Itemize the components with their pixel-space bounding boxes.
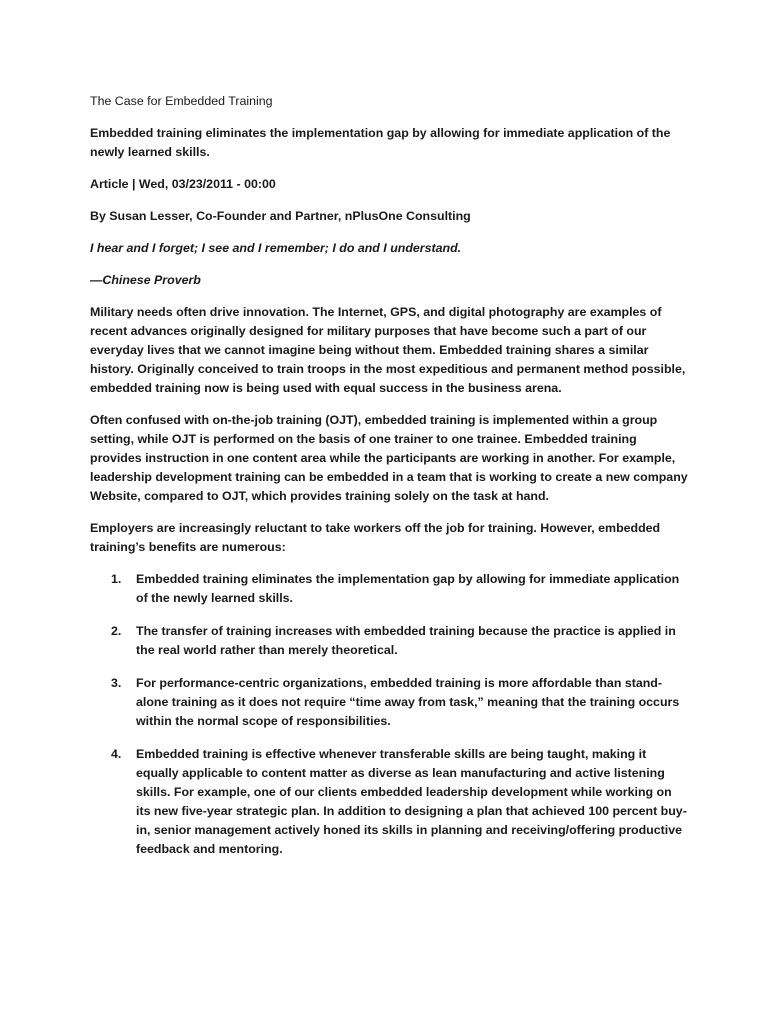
list-item-number: 4. — [111, 747, 122, 761]
list-item-number: 1. — [111, 572, 122, 586]
body-paragraph: Employers are increasingly reluctant to take workers off the job for training. However, embedded training’s benefits are numerous: — [90, 521, 661, 554]
document-title: The Case for Embedded Training — [90, 94, 273, 108]
byline: By Susan Lesser, Co-Founder and Partner, nPlusOne Consulting — [90, 209, 471, 223]
proverb-quote: I hear and I forget; I see and I remember; I do and I understand. — [90, 241, 462, 255]
body-paragraph: Often confused with on-the-job training (OJT), embedded training is implemented within a group setting, while OJT is performed on the basis of one trainer to one trainee. Embedded training provides instruction in one content area while the participants are working in another. For example, leadership development training can be embedded in a team that is working to create a new company Website, compared to OJT, which provides training solely on the task at hand. — [90, 413, 688, 503]
list-item — [111, 674, 688, 731]
list-item-text: For performance-centric organizations, embedded training is more affordable than stand-alone training as it does not require “time away from task,” meaning that the training occurs within the normal scope of responsibilities. — [136, 676, 680, 728]
quote-attribution: —Chinese Proverb — [90, 273, 201, 287]
list-item — [111, 745, 688, 859]
body-paragraph: Military needs often drive innovation. The Internet, GPS, and digital photography are examples of recent advances originally designed for military purposes that have become such a part of our everyday lives that we cannot imagine being without them. Embedded training shares a similar history. Originally conceived to train troops in the most expeditious and permanent method possible, embedded training now is being used with equal success in the business arena. — [90, 305, 686, 395]
benefits-list — [90, 570, 688, 859]
list-item-text: Embedded training eliminates the implementation gap by allowing for immediate application of the newly learned skills. — [136, 572, 680, 605]
list-item-number: 2. — [111, 624, 122, 638]
list-item-text: Embedded training is effective whenever transferable skills are being taught, making it equally applicable to content matter as diverse as lean manufacturing and active listening skills. For example, one of our clients embedded leadership development while working on its new five-year strategic plan. In addition to designing a plan that achieved 100 percent buy-in, senior management actively honed its skills in planning and receiving/offering productive feedback and mentoring. — [136, 747, 687, 856]
list-item-number: 3. — [111, 676, 122, 690]
list-item — [111, 622, 688, 660]
document-subtitle: Embedded training eliminates the implementation gap by allowing for immediate application of the newly learned skills. — [90, 126, 671, 159]
list-item-text: The transfer of training increases with embedded training because the practice is applied in the real world rather than merely theoretical. — [136, 624, 676, 657]
list-item — [111, 570, 688, 608]
article-meta: Article | Wed, 03/23/2011 - 00:00 — [90, 177, 276, 191]
